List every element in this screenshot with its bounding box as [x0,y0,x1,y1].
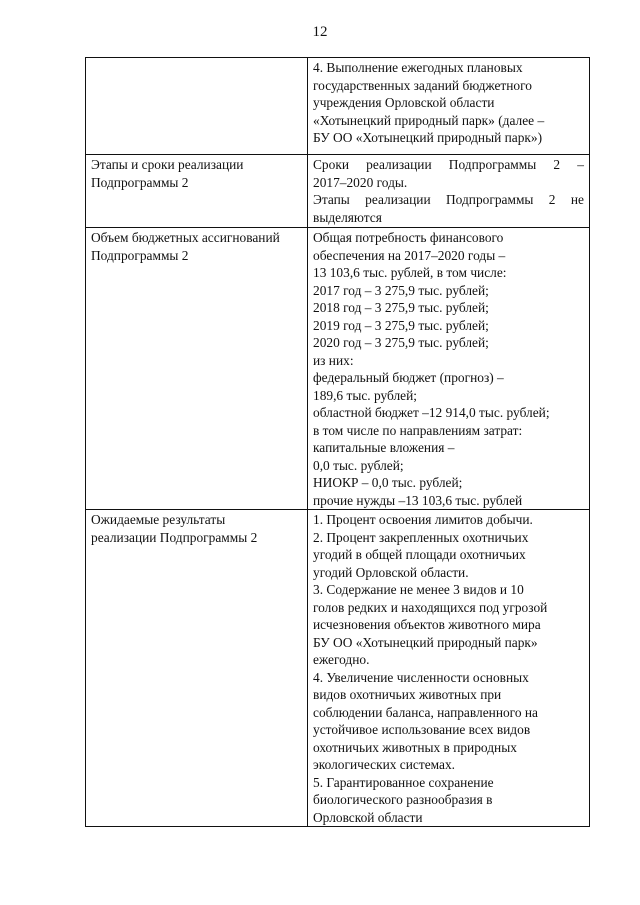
label-line: Ожидаемые результаты [91,512,226,527]
row-label-results [86,510,308,827]
content-line: 2017 год – 3 275,9 тыс. рублей; [313,282,489,298]
content-line: ежегодно. [313,652,370,667]
content-line: 5. Гарантированное сохранение [313,774,494,790]
content-line: капитальные вложения – [313,440,455,455]
content-line: 2. Процент закрепленных охотничьих [313,529,529,545]
content-line: выделяются [313,209,382,225]
content-line: 3. Содержание не менее 3 видов и 10 [313,582,524,597]
content-line: 2018 год – 3 275,9 тыс. рублей; [313,300,489,315]
row-label-empty [86,58,308,155]
content-line: 13 103,6 тыс. рублей, в том числе: [313,265,507,280]
content-line: областной бюджет –12 914,0 тыс. рублей; [313,405,550,420]
content-line: экологических системах. [313,757,456,772]
row-label-stages [86,155,308,228]
content-line: 4. Выполнение ежегодных плановых [313,60,523,75]
content-line: соблюдении баланса, направленного на [313,704,538,720]
content-line: в том числе по направлениям затрат: [313,422,523,438]
content-line: Этапы реализации Подпрограммы 2 не [313,192,584,207]
content-line: 2020 год – 3 275,9 тыс. рублей; [313,335,489,350]
content-line: видов охотничьих животных при [313,687,502,702]
content-line: 2017–2020 годы. [313,174,408,190]
row-content-stages [308,155,590,228]
passport-table [85,57,590,827]
content-line: голов редких и находящихся под угрозой [313,599,548,615]
table-row-budget [86,228,590,510]
content-line: 4. Увеличение численности основных [313,669,529,685]
content-line: НИОКР – 0,0 тыс. рублей; [313,475,463,490]
label-line: Этапы и сроки реализации [91,157,244,172]
page-number: 12 [312,24,328,40]
label-line: Подпрограммы 2 [91,247,189,263]
table-row-stages [86,155,590,228]
content-line: БУ ОО «Хотынецкий природный парк») [313,130,543,145]
row-content-budget [308,228,590,510]
content-line: устойчивое использование всех видов [313,722,531,737]
content-line: прочие нужды –13 103,6 тыс. рублей [313,492,523,508]
row-content-objectives [308,58,590,155]
table-row-objectives [86,58,590,155]
content-line: учреждения Орловской области [313,95,495,110]
content-line: охотничьих животных в природных [313,739,517,755]
row-content-results [308,510,590,827]
row-label-budget [86,228,308,510]
table-row-results [86,510,590,827]
content-line: угодий Орловской области. [313,564,469,580]
content-line: исчезновения объектов животного мира [313,617,541,632]
content-line: 0,0 тыс. рублей; [313,457,404,473]
content-line: обеспечения на 2017–2020 годы – [313,247,506,263]
content-line: угодий в общей площади охотничьих [313,547,526,562]
content-line: биологического разнообразия в [313,792,493,807]
content-line: Общая потребность финансового [313,230,504,245]
content-line: государственных заданий бюджетного [313,77,532,93]
content-line: Орловской области [313,809,423,825]
content-line: 2019 год – 3 275,9 тыс. рублей; [313,317,489,333]
label-line: Подпрограммы 2 [91,174,189,190]
label-line: реализации Подпрограммы 2 [91,529,258,545]
content-line: «Хотынецкий природный парк» (далее – [313,112,545,128]
content-line: БУ ОО «Хотынецкий природный парк» [313,634,538,650]
content-line: федеральный бюджет (прогноз) – [313,370,504,385]
label-line: Объем бюджетных ассигнований [91,230,280,245]
content-line: 1. Процент освоения лимитов добычи. [313,512,533,527]
content-line: 189,6 тыс. рублей; [313,387,417,403]
content-line: из них: [313,352,354,368]
content-line: Сроки реализации Подпрограммы 2 – [313,157,584,172]
